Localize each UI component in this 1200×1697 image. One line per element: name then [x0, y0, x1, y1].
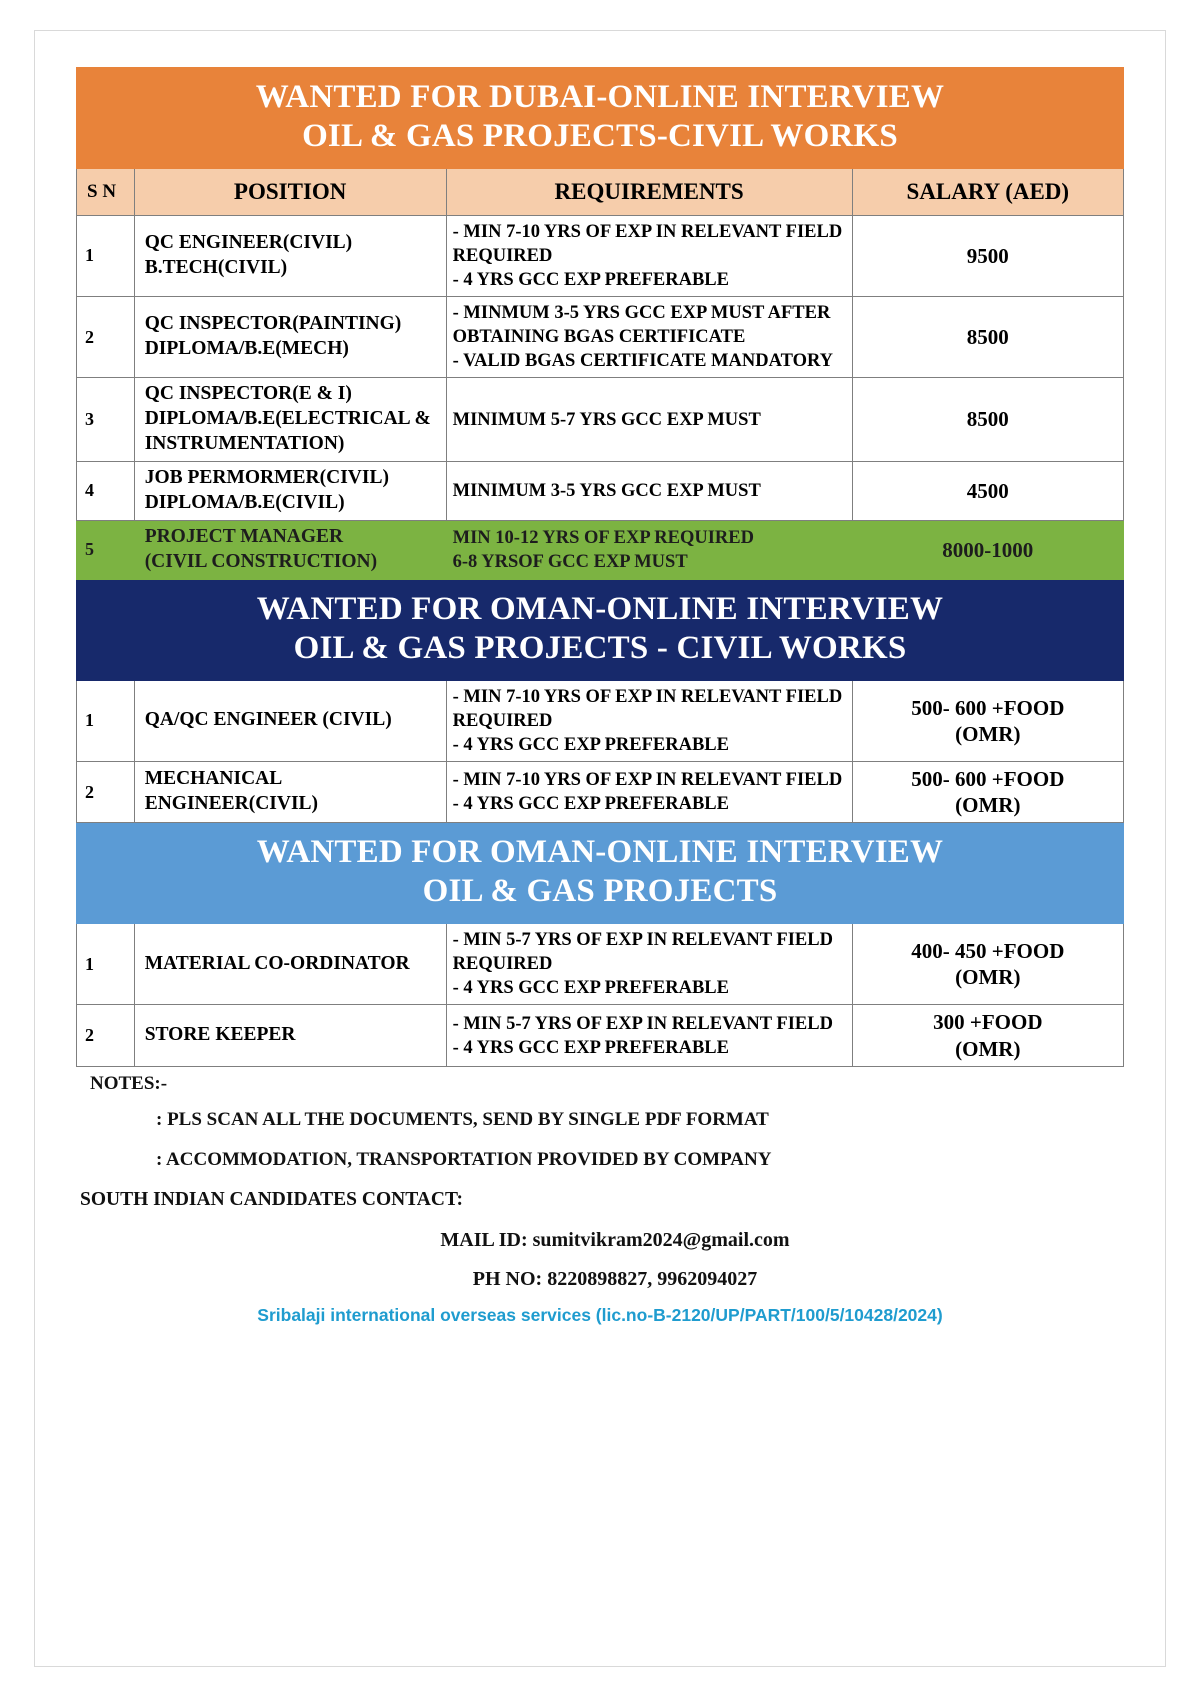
table-row-highlighted	[77, 520, 1124, 579]
row-sn: 1	[77, 924, 135, 1005]
row-sn: 2	[77, 1005, 135, 1067]
row-sn: 2	[77, 761, 135, 823]
contact-phone: PH NO: 8220898827, 9962094027	[472, 1267, 758, 1290]
row-salary: 4500	[852, 462, 1123, 521]
row-sn: 4	[77, 462, 135, 521]
notes-label: NOTES:-	[90, 1072, 168, 1094]
table-row	[77, 924, 1124, 1005]
row-salary: 500- 600 +FOOD (OMR)	[852, 761, 1123, 823]
row-position: QA/QC ENGINEER (CIVIL)	[134, 680, 446, 761]
row-requirements: MIN 10-12 YRS OF EXP REQUIRED 6-8 YRSOF GCC EXP MUST	[446, 520, 852, 579]
banner-oman-civil-line1: WANTED FOR OMAN-ONLINE INTERVIEW	[256, 590, 944, 627]
row-position: STORE KEEPER	[134, 1005, 446, 1067]
row-requirements: - MIN 5-7 YRS OF EXP IN RELEVANT FIELD REQUIRED - 4 YRS GCC EXP PREFERABLE	[446, 924, 852, 1005]
column-header-salary: SALARY (AED)	[852, 168, 1123, 215]
contact-mail: MAIL ID: sumitvikram2024@gmail.com	[440, 1228, 790, 1251]
notes-line-2: : ACCOMMODATION, TRANSPORTATION PROVIDED BY COMPANY	[156, 1148, 772, 1170]
row-salary: 400- 450 +FOOD (OMR)	[852, 924, 1123, 1005]
banner-dubai	[77, 68, 1124, 169]
row-position: PROJECT MANAGER (CIVIL CONSTRUCTION)	[134, 520, 446, 579]
flyer-sheet	[34, 30, 1166, 1667]
row-salary: 500- 600 +FOOD (OMR)	[852, 680, 1123, 761]
row-salary: 300 +FOOD (OMR)	[852, 1005, 1123, 1067]
row-sn: 2	[77, 297, 135, 378]
column-header-requirements: REQUIREMENTS	[446, 168, 852, 215]
row-sn: 3	[77, 378, 135, 462]
row-salary: 9500	[852, 215, 1123, 296]
banner-oman-civil	[77, 579, 1124, 680]
row-position: QC INSPECTOR(E & I) DIPLOMA/B.E(ELECTRICAL & INSTRUMENTATION)	[134, 378, 446, 462]
column-header-sn: S N	[77, 168, 135, 215]
row-requirements: - MIN 7-10 YRS OF EXP IN RELEVANT FIELD - 4 YRS GCC EXP PREFERABLE	[446, 761, 852, 823]
table-row	[77, 215, 1124, 296]
row-sn: 1	[77, 215, 135, 296]
row-salary: 8500	[852, 378, 1123, 462]
row-position: QC INSPECTOR(PAINTING) DIPLOMA/B.E(MECH)	[134, 297, 446, 378]
table-row	[77, 761, 1124, 823]
row-requirements: - MIN 7-10 YRS OF EXP IN RELEVANT FIELD REQUIRED - 4 YRS GCC EXP PREFERABLE	[446, 215, 852, 296]
row-requirements: - MINMUM 3-5 YRS GCC EXP MUST AFTER OBTAINING BGAS CERTIFICATE - VALID BGAS CERTIFICATE MANDATORY	[446, 297, 852, 378]
table-row	[77, 1005, 1124, 1067]
table-header-row	[77, 168, 1124, 215]
banner-oman-oilgas-line1: WANTED FOR OMAN-ONLINE INTERVIEW	[256, 834, 944, 871]
row-position: JOB PERMORMER(CIVIL) DIPLOMA/B.E(CIVIL)	[134, 462, 446, 521]
jobs-table	[76, 67, 1124, 1067]
table-row	[77, 462, 1124, 521]
row-sn: 5	[77, 520, 135, 579]
row-requirements: - MIN 5-7 YRS OF EXP IN RELEVANT FIELD - 4 YRS GCC EXP PREFERABLE	[446, 1005, 852, 1067]
contact-heading: SOUTH INDIAN CANDIDATES CONTACT:	[80, 1188, 464, 1210]
column-header-position: POSITION	[134, 168, 446, 215]
notes-block	[76, 1073, 1124, 1326]
banner-oman-oilgas	[77, 823, 1124, 924]
banner-row-oman-oilgas	[77, 823, 1124, 924]
row-sn: 1	[77, 680, 135, 761]
row-salary: 8500	[852, 297, 1123, 378]
banner-row-dubai	[77, 68, 1124, 169]
row-position: MATERIAL CO-ORDINATOR	[134, 924, 446, 1005]
row-requirements: MINIMUM 5-7 YRS GCC EXP MUST	[446, 378, 852, 462]
banner-dubai-line1: WANTED FOR DUBAI-ONLINE INTERVIEW	[255, 79, 945, 115]
agency-license-line: Sribalaji international overseas services (lic.no-B-2120/UP/PART/100/5/10428/2024)	[257, 1304, 943, 1325]
banner-row-oman-civil	[77, 579, 1124, 680]
banner-oman-civil-line2: OIL & GAS PROJECTS - CIVIL WORKS	[293, 629, 907, 666]
table-row	[77, 680, 1124, 761]
banner-dubai-line2: OIL & GAS PROJECTS-CIVIL WORKS	[302, 117, 898, 154]
table-row	[77, 378, 1124, 462]
notes-line-1: : PLS SCAN ALL THE DOCUMENTS, SEND BY SINGLE PDF FORMAT	[156, 1108, 769, 1130]
row-position: MECHANICAL ENGINEER(CIVIL)	[134, 761, 446, 823]
banner-oman-oilgas-line2: OIL & GAS PROJECTS	[422, 873, 778, 910]
row-requirements: MINIMUM 3-5 YRS GCC EXP MUST	[446, 462, 852, 521]
row-salary: 8000-1000	[852, 520, 1123, 579]
row-position: QC ENGINEER(CIVIL) B.TECH(CIVIL)	[134, 215, 446, 296]
table-row	[77, 297, 1124, 378]
row-requirements: - MIN 7-10 YRS OF EXP IN RELEVANT FIELD REQUIRED - 4 YRS GCC EXP PREFERABLE	[446, 680, 852, 761]
